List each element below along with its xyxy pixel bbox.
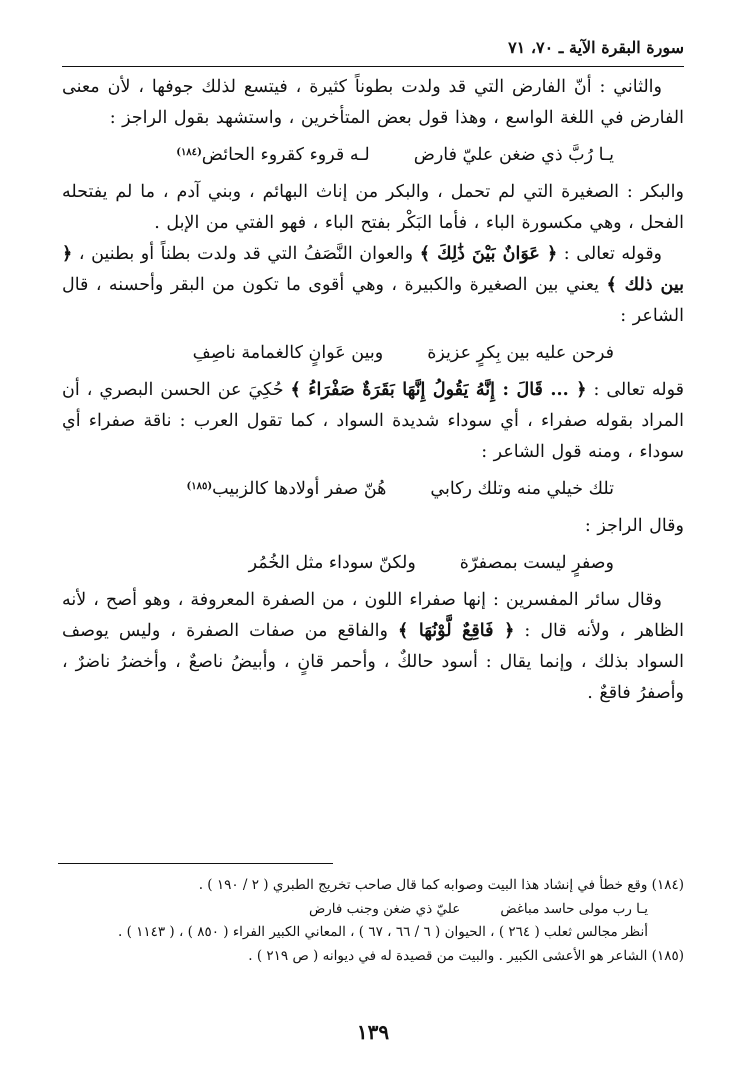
footnote-184-line-1: (١٨٤) وقع خطأ في إنشاد هذا البيت وصوابه كما قال صاحب تخريج الطبري ( ٢ / ١٩٠ ) . [198,877,684,893]
p3-part-a: وقوله تعالى : [557,244,663,264]
paragraph-4 [62,375,684,468]
verse-3-first-hemistich: تلك خيلي منه وتلك ركابي [430,479,614,499]
footnote-184-line-2: أنظر مجالس ثعلب ( ٢٦٤ ) ، الحيوان ( ٦ / ٦٦ ، ٦٧ ) ، المعاني الكبير الفراء ( ٨٥٠ ) ، ( ١١٤٣ ) . [117,924,648,940]
verse-1-second-text: لـه قروء كقروء الحائض [201,145,370,165]
footnote-184-verse [62,898,684,922]
verse-4 [62,548,684,579]
header-rule [62,66,684,67]
p3-part-c: يعني بين الصغيرة والكبيرة ، وهي أقوى ما تكون من البقر وأحسنه ، قال الشاعر : [62,275,684,326]
paragraph-6 [62,585,684,709]
verse-1-second-hemistich [176,140,369,171]
verse-2 [62,338,684,369]
quran-quote-1: ﴿ عَوَانٌ بَيْنَ ذَٰلِكَ ﴾ [419,244,558,264]
quran-quote-3: ﴿ ... قَالَ : إِنَّهُ يَقُولُ إِنَّهَا بَقَرَةٌ صَفْرَاءُ ﴾ [290,380,587,400]
verse-4-first-hemistich: وصفرٍ ليست بمصفرّة [459,553,614,573]
verse-2-second-hemistich: وبين عَوانٍ كالغمامة ناصِفِ [192,343,384,363]
footnote-185: (١٨٥) الشاعر هو الأعشى الكبير . والبيت من قصيدة له في ديوانه ( ص ٢١٩ ) . [248,947,684,964]
page-number: ١٣٩ [356,1020,390,1044]
paragraph-5: وقال الراجز : [584,516,684,536]
verse-3-second-text: هُنّ صفر أولادها كالزبيب [212,479,387,499]
p4-part-b: حُكِيَ عن الحسن البصري ، أن المراد بقوله صفراء ، أي سوداء شديدة السواد ، كما تقول العرب : ناقة صفراء أي سوداء ، ومنه قول الشاعر : [62,380,684,462]
running-header: سورة البقرة الآية ـ ٧٠، ٧١ [508,38,684,57]
p3-part-b: والعوان النَّصَفُ التي قد ولدت بطناً أو بطنين ، [72,244,420,264]
verse-3-second-hemistich [187,474,387,505]
quran-quote-2: ﴿ بين ذلك ﴾ [62,244,684,295]
footnote-rule [58,863,333,864]
p4-part-a: قوله تعالى : [586,380,684,400]
verse-4-second-hemistich: ولكنّ سوداء مثل الخُمُر [248,553,416,573]
footnote-ref-184: (١٨٤) [176,147,202,158]
quran-quote-4: ﴿ فَاقِعٌ لَّوْنُهَا ﴾ [398,621,515,641]
body-text [62,72,684,709]
footnote-184-verse-second: عليّ ذي ضغن وجنب فارض [308,900,461,917]
paragraph-1: والثاني : أنّ الفارض التي قد ولدت بطوناً كثيرة ، فيتسع لذلك جوفها ، لأن معنى الفارض في اللغة الواسع ، وهذا قول بعض المتأخرين ، واستشهد بقول الراجز : [62,77,684,128]
footnotes [62,874,684,968]
footnote-ref-185: (١٨٥) [186,481,213,492]
paragraph-2: والبكر : الصغيرة التي لم تحمل ، والبكر من إناث البهائم ، وبني آدم ، ما لم يفتحله الفحل ، وهي مكسورة الباء ، فأما البَكْر بفتح الباء ، فهو الفتي من الإبل . [62,182,684,233]
verse-1 [62,140,684,171]
verse-2-first-hemistich: فرحن عليه بين بِكرٍ عزيزة [427,343,614,363]
footnote-184-verse-first: يـا رب مولى حاسد مباغض [500,900,648,917]
verse-1-first-hemistich: يـا رُبَّ ذي ضغن عليّ فارض [413,145,614,165]
p6-part-b: والفاقع من صفات الصفرة ، وليس يوصف السواد بذلك ، وإنما يقال : أسود حالكٌ ، وأحمر قانٍ ، وأبيضُ ناصعٌ ، وأخضرُ ناضرٌ ، وأصفرُ فاقعٌ . [62,621,684,703]
verse-3 [62,474,684,505]
paragraph-3 [62,239,684,332]
p6-part-a: وقال سائر المفسرين : إنها صفراء اللون ، من الصفرة المعروفة ، وهو أصح ، لأنه الظاهر ، ولأنه قال : [62,590,684,641]
